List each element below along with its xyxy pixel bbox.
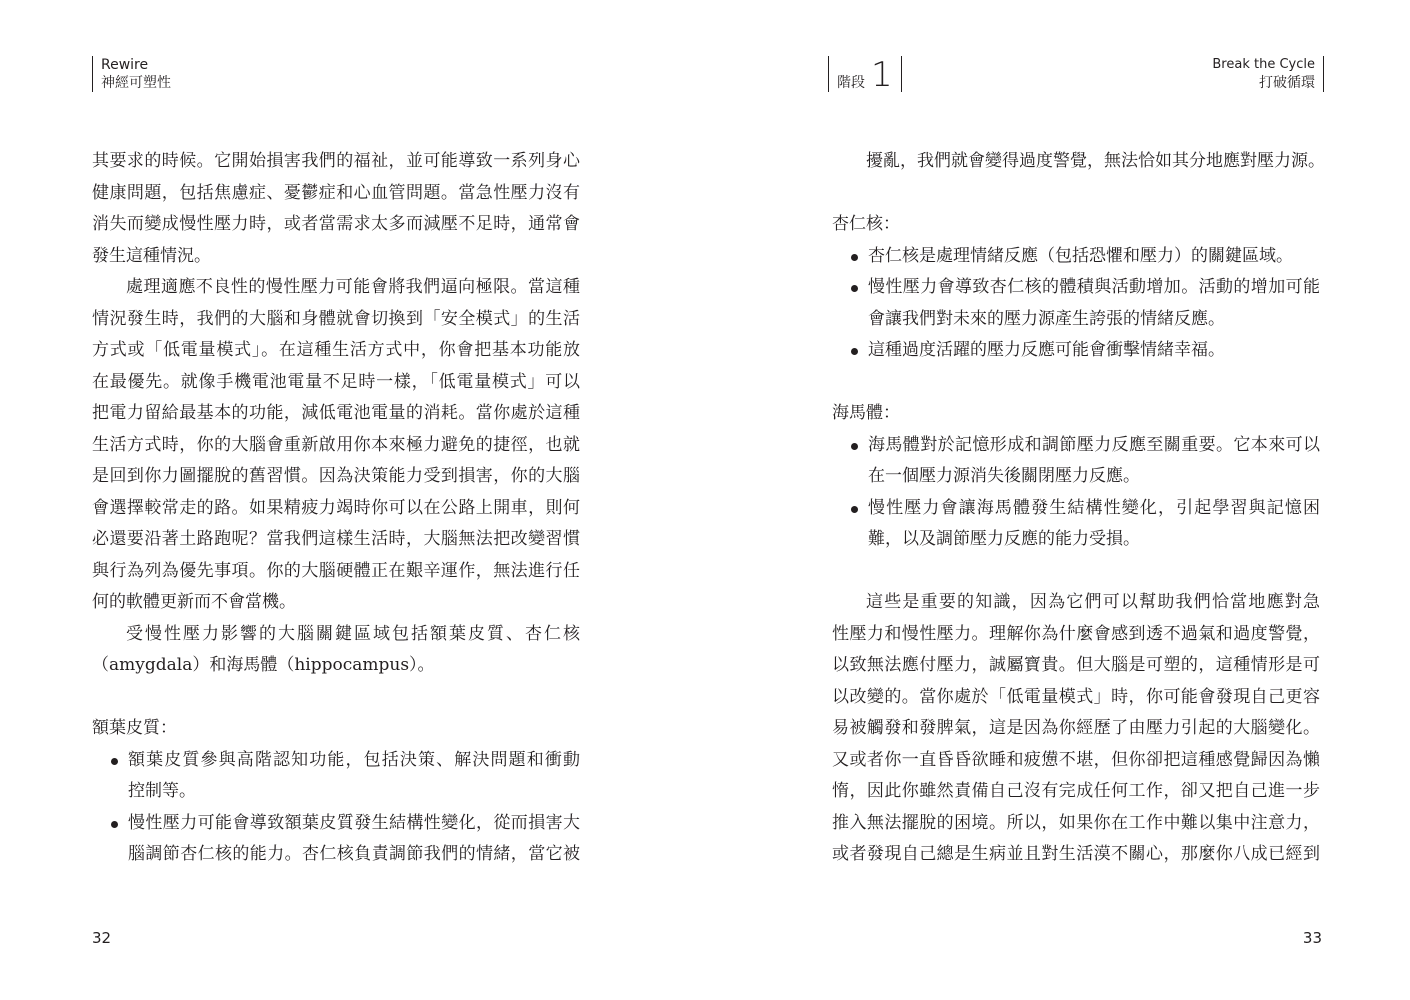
section-heading: 額葉皮質： [92,718,177,738]
list-item [92,808,580,871]
book-title-en: Rewire [101,57,149,73]
chapter-label: 階段 [837,75,865,91]
text-line: 慢性壓力會讓海馬體發生結構性變化，引起學習與記憶困 [868,497,1320,518]
text-line: 腦調節杏仁核的能力。杏仁核負責調節我們的情緒，當它被 [128,844,580,864]
text-line: 杏仁核是處理情緒反應（包括恐懼和壓力）的關鍵區域。 [868,245,1293,266]
text-line: 何的軟體更新而不會當機。 [92,592,296,612]
text-line: 以改變的。當你處於「低電量模式」時，你可能會發現自己更容 [832,686,1320,707]
text-line: 這些是重要的知識，因為它們可以幫助我們恰當地應對急 [866,592,1320,612]
text-line: 難，以及調節壓力反應的能力受損。 [868,529,1140,549]
text-line: 受慢性壓力影響的大腦關鍵區域包括額葉皮質、杏仁核 [126,623,580,644]
text-line: 性壓力和慢性壓力。理解你為什麼會感到透不過氣和過度警覺， [832,623,1320,644]
text-line: 必還要沿著土路跑呢？當我們這樣生活時，大腦無法把改變習慣 [92,529,580,549]
bullet-list [832,241,1320,367]
bullet-icon [851,285,858,292]
book-title-zh: 神經可塑性 [101,75,171,91]
text-line: 在一個壓力源消失後關閉壓力反應。 [868,466,1140,486]
text-line: 易被觸發和發脾氣，這是因為你經歷了由壓力引起的大腦變化。 [832,718,1320,738]
text-line: 方式或「低電量模式」。在這種生活方式中，你會把基本功能放 [92,340,580,360]
body-text [832,146,1325,871]
text-line: 在最優先。就像手機電池電量不足時一樣，「低電量模式」可以 [92,371,580,392]
text-line: 會選擇較常走的路。如果精疲力竭時你可以在公路上開車，則何 [92,497,580,518]
text-line: 生活方式時，你的大腦會重新啟用你本來極力避免的捷徑，也就 [92,434,580,455]
bullet-icon [111,821,118,828]
list-item [832,430,1320,493]
running-header [92,56,171,92]
list-item [832,241,1320,273]
page-number: 32 [92,929,112,947]
section-heading: 杏仁核： [832,214,900,234]
body-text [92,146,580,871]
right-page [705,0,1410,1000]
text-line: 處理適應不良性的慢性壓力可能會將我們逼向極限。當這種 [126,277,580,297]
bullet-icon [851,254,858,261]
list-item [832,493,1320,556]
text-line: 是回到你力圖擺脫的舊習慣。因為決策能力受到損害，你的大腦 [92,466,580,486]
text-line: 或者發現自己總是生病並且對生活漠不關心，那麼你八成已經到 [832,844,1320,864]
paragraph [92,272,580,619]
text-line: 又或者你一直昏昏欲睡和疲憊不堪，但你卻把這種感覺歸因為懶 [832,749,1320,770]
text-line: 慢性壓力會導致杏仁核的體積與活動增加。活動的增加可能 [868,277,1320,297]
bullet-icon [851,443,858,450]
paragraph [92,146,580,272]
text-line: 會讓我們對未來的壓力源產生誇張的情緒反應。 [868,308,1225,329]
running-header [1212,56,1324,92]
text-line: 推入無法擺脫的困境。所以，如果你在工作中難以集中注意力， [832,812,1320,833]
text-line: 這種過度活躍的壓力反應可能會衝擊情緒幸福。 [868,340,1225,360]
section-heading: 海馬體： [832,403,900,423]
text-line: 情況發生時，我們的大腦和身體就會切換到「安全模式」的生活 [92,308,580,329]
paragraph [832,587,1320,871]
text-line: 把電力留給最基本的功能，減低電池電量的消耗。當你處於這種 [92,403,580,423]
bullet-icon [851,348,858,355]
text-line: 控制等。 [128,781,196,801]
bullet-icon [111,758,118,765]
text-line: 發生這種情況。 [92,245,211,266]
chapter-number: 1 [871,55,893,95]
text-line: 海馬體對於記憶形成和調節壓力反應至關重要。它本來可以 [868,434,1320,455]
text-line: （amygdala）和海馬體（hippocampus）。 [92,655,435,675]
chapter-title-en: Break the Cycle [1212,57,1315,72]
text-line: 擾亂，我們就會變得過度警覺，無法恰如其分地應對壓力源。 [866,151,1325,171]
text-line: 以致無法應付壓力，誠屬寶貴。但大腦是可塑的，這種情形是可 [832,655,1320,675]
bullet-icon [851,506,858,513]
chapter-title-zh: 打破循環 [1259,75,1315,91]
chapter-marker [828,55,902,95]
text-line: 健康問題，包括焦慮症、憂鬱症和心血管問題。當急性壓力沒有 [92,182,580,203]
text-line: 額葉皮質參與高階認知功能，包括決策、解決問題和衝動 [128,749,580,770]
page-number: 33 [1302,929,1322,947]
text-line: 其要求的時候。它開始損害我們的福祉，並可能導致一系列身心 [92,151,580,171]
text-line: 消失而變成慢性壓力時，或者當需求太多而減壓不足時，通常會 [92,214,580,234]
bullet-list [92,745,580,871]
text-line: 與行為列為優先事項。你的大腦硬體正在艱辛運作，無法進行任 [92,560,580,581]
text-line: 惰，因此你雖然責備自己沒有完成任何工作，卻又把自己進一步 [832,781,1320,801]
text-line: 慢性壓力可能會導致額葉皮質發生結構性變化，從而損害大 [128,812,580,833]
paragraph [92,619,580,682]
list-item [92,745,580,808]
list-item [832,272,1320,335]
bullet-list [832,430,1320,556]
list-item [832,335,1320,367]
